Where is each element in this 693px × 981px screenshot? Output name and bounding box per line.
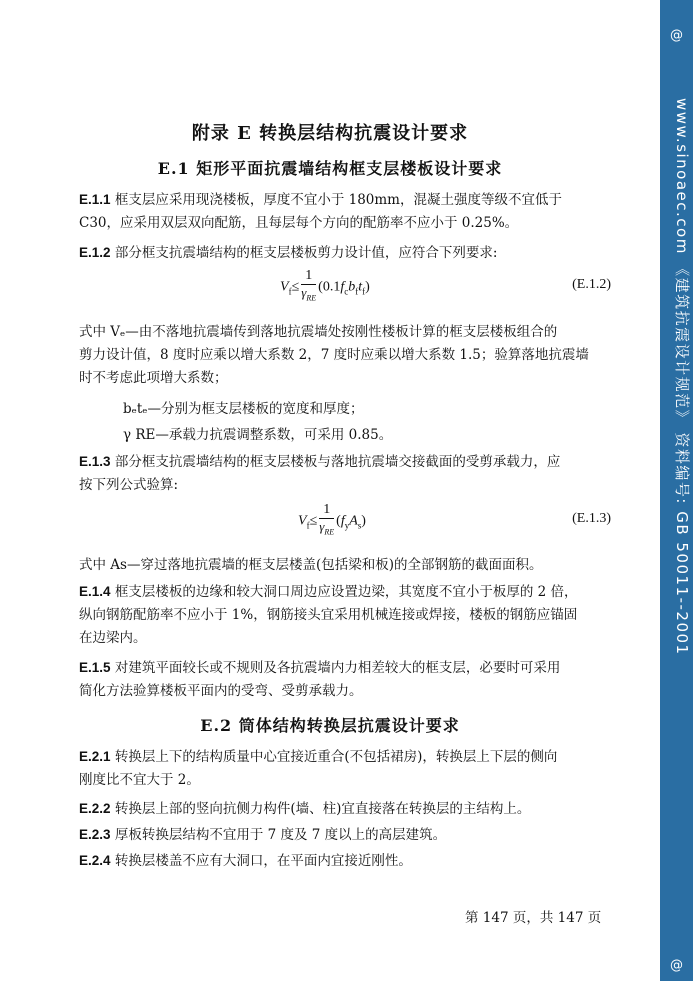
sidebar-at-bottom: @: [670, 958, 683, 973]
clause-number: E.2.2: [79, 801, 111, 816]
formula-e112: [0, 268, 660, 308]
clause-number: E.1.5: [79, 660, 111, 675]
para-text: 按下列公式验算:: [79, 477, 179, 493]
page-footer: 第 147 页，共 147 页: [465, 910, 602, 926]
para-e222: [79, 797, 614, 821]
equation-tag: (E.1.2): [572, 277, 611, 292]
para-text: 转换层上下的结构质量中心宜接近重合(不包括裙房)，转换层上下层的侧向: [114, 749, 558, 765]
para-text: 时不考虑此项增大系数；: [79, 370, 228, 386]
para-text: 框支层应采用现浇楼板，厚度不宜小于 180mm，混凝土强度等级不宜低于: [114, 192, 562, 208]
clause-number: E.1.4: [79, 584, 111, 599]
para-e115: [79, 656, 614, 703]
equation-tag: (E.1.3): [572, 511, 611, 526]
appendix-title: 附录 E 转换层结构抗震设计要求: [191, 123, 469, 144]
section-heading-e1: E.1 矩形平面抗震墙结构框支层楼板设计要求: [157, 159, 503, 178]
clause-number: E.2.3: [79, 827, 111, 842]
para-e111: [79, 188, 614, 235]
para-where2: 式中 As—穿过落地抗震墙的框支层楼盖(包括梁和板)的全部钢筋的截面面积。: [79, 557, 543, 573]
formula-e113: [0, 502, 660, 542]
section-heading-e2: E.2 筒体结构转换层抗震设计要求: [200, 716, 460, 735]
formula-body: $V_f\le$ $\frac{1}{\gamma_{RE}}$ $(0.1f_cb_ft_f)$: [280, 268, 370, 303]
para-e223: [79, 823, 614, 847]
para-e113: [79, 450, 614, 497]
clause-number: E.1.2: [79, 245, 111, 260]
para-e114: [79, 580, 614, 650]
para-e221: [79, 745, 614, 792]
para-text: C30，应采用双层双向配筋，且每层每个方向的配筋率不应小于 0.25%。: [79, 215, 519, 231]
para-where1: [79, 321, 614, 390]
para-text: 部分框支抗震墙结构的框支层楼板剪力设计值，应符合下列要求:: [114, 245, 498, 261]
para-text: 简化方法验算楼板平面内的受弯、受剪承载力。: [79, 683, 363, 699]
para-text: 对建筑平面较长或不规则及各抗震墙内力相差较大的框支层，必要时可采用: [114, 660, 561, 676]
formula-body: $V_f\le$ $\frac{1}{\gamma_{RE}}$ $(f_yA_s)$: [298, 502, 366, 537]
para-text: 剪力设计值，8 度时应乘以增大系数 2，7 度时应乘以增大系数 1.5；验算落地抗震墙: [79, 347, 589, 363]
para-text: 转换层楼盖不应有大洞口，在平面内宜接近刚性。: [114, 853, 412, 869]
para-text: 厚板转换层结构不宜用于 7 度及 7 度以上的高层建筑。: [114, 827, 447, 843]
para-text: 部分框支抗震墙结构的框支层楼板与落地抗震墙交接截面的受剪承载力，应: [114, 454, 561, 470]
clause-number: E.1.1: [79, 192, 111, 207]
sidebar-text: www.sinoaec.com 《建筑抗震设计规范》 资料编号: GB 50011--2001: [673, 98, 691, 656]
para-e112: [79, 241, 614, 265]
para-where1-gamma: γ RE—承载力抗震调整系数，可采用 0.85。: [123, 427, 393, 443]
para-text: 在边梁内。: [79, 630, 147, 646]
para-text: 框支层楼板的边缘和较大洞口周边应设置边梁，其宽度不宜小于板厚的 2 倍，: [114, 584, 578, 600]
clause-number: E.2.4: [79, 853, 111, 868]
para-e224: [79, 849, 614, 873]
sidebar-at-top: @: [670, 28, 683, 43]
para-text: 纵向钢筋配筋率不应小于 1%，钢筋接头宜采用机械连接或焊接，楼板的钢筋应锚固: [79, 607, 578, 623]
para-where1-bf: bₑtₑ—分别为框支层楼板的宽度和厚度；: [123, 401, 364, 417]
para-text: 式中 Vₑ—由不落地抗震墙传到落地抗震墙处按刚性楼板计算的框支层楼板组合的: [79, 324, 558, 340]
para-text: 转换层上部的竖向抗侧力构件(墙、柱)宜直接落在转换层的主结构上。: [114, 801, 531, 817]
para-text: 刚度比不宜大于 2。: [79, 772, 200, 788]
sidebar-band: [660, 0, 693, 981]
clause-number: E.1.3: [79, 454, 111, 469]
clause-number: E.2.1: [79, 749, 111, 764]
